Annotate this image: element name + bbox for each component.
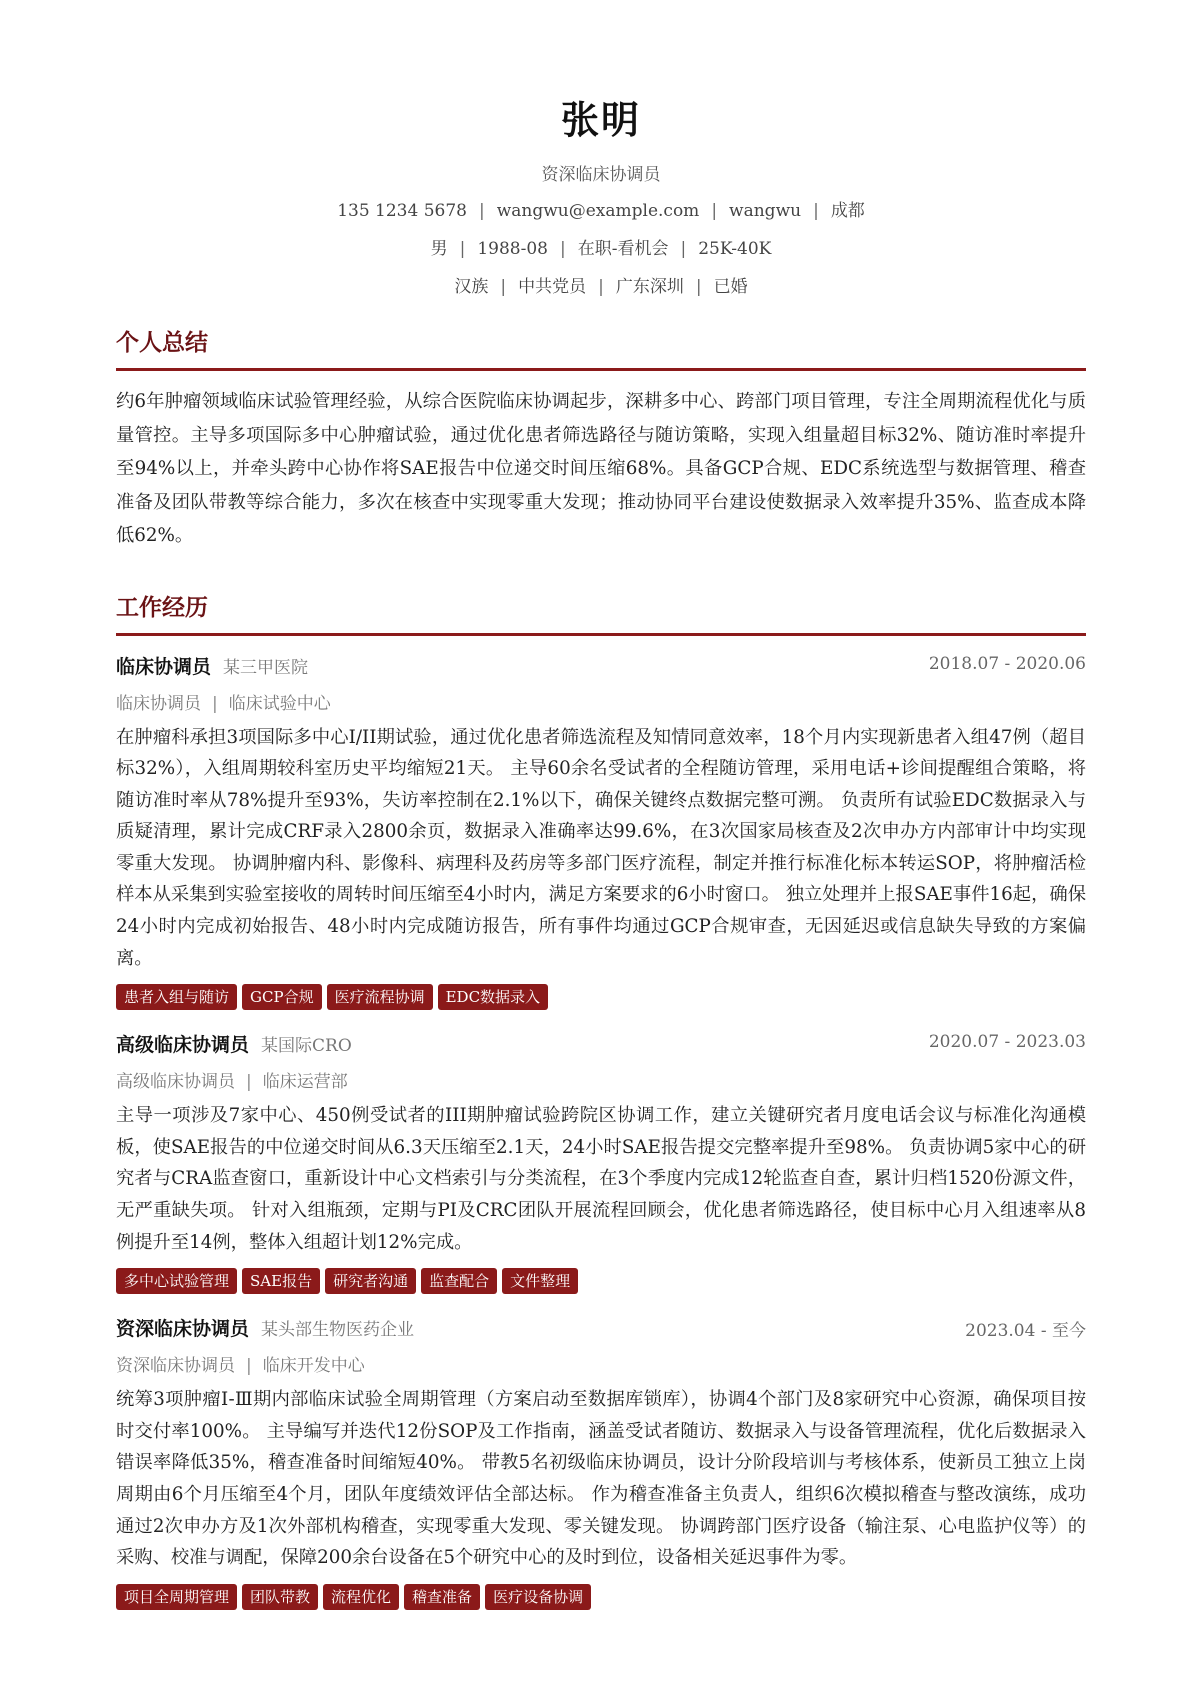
- separator: |: [598, 277, 604, 297]
- separator: |: [695, 277, 702, 297]
- phone-number: 135 1234 5678: [337, 201, 467, 221]
- job-role: 临床协调员: [116, 693, 201, 714]
- personal-line: [116, 230, 1086, 268]
- separator: |: [212, 693, 218, 714]
- skill-tags: [116, 984, 1086, 1014]
- candidate-title: 资深临床协调员: [541, 165, 661, 185]
- job-meta: [116, 1348, 1086, 1384]
- experience-section-header: [116, 585, 1086, 636]
- resume-page: [116, 0, 1086, 1614]
- separator: |: [500, 277, 507, 297]
- gender: 男: [430, 239, 448, 259]
- job-role: 资深临床协调员: [116, 1356, 235, 1377]
- job-department: 临床试验中心: [228, 693, 331, 714]
- job-description: 主导一项涉及7家中心、450例受试者的III期肿瘤试验跨院区协调工作，建立关键研究者月度电话会议与标准化沟通模板，使SAE报告的中位递交时间从6.3天压缩至2.1天，24小时SAE报告提交完整率提升至98%。 负责协调5家中心的研究者与CRA监查窗口，重新设计中心文档索引与分类流程，在3个季度内完成12轮监查自查，累计归档1520份源文件，无严重缺失项。 针对入组瓶颈，定期与PI及CRC团队开展流程回顾会，优化患者筛选路径，使目标中心月入组速率从8例提升至14例，整体入组超计划12%完成。: [116, 1105, 1086, 1253]
- company-name: 某三甲医院: [223, 657, 309, 678]
- skill-tag: 稽查准备: [404, 1584, 480, 1610]
- separator: |: [478, 201, 485, 221]
- expected-salary: 25K-40K: [698, 239, 772, 259]
- job-title: 高级临床协调员: [116, 1034, 250, 1057]
- skill-tags: [116, 1584, 1086, 1614]
- job-header: [116, 1030, 1086, 1064]
- job-title: 临床协调员: [116, 655, 212, 678]
- skill-tag: 研究者沟通: [325, 1268, 416, 1294]
- job-meta: [116, 686, 1086, 722]
- skill-tag: 流程优化: [323, 1584, 399, 1610]
- skill-tag: 文件整理: [502, 1268, 578, 1294]
- city: 成都: [830, 201, 865, 221]
- contact-line: [116, 192, 1086, 230]
- wechat-id: wangwu: [729, 201, 802, 221]
- job-date-range: 2023.04 - 至今: [965, 1321, 1086, 1342]
- separator: |: [459, 239, 466, 259]
- email-address: wangwu@example.com: [496, 201, 700, 221]
- ethnicity: 汉族: [454, 277, 489, 297]
- job-entry: [116, 1030, 1086, 1298]
- job-title: 资深临床协调员: [116, 1318, 250, 1341]
- job-role: 高级临床协调员: [116, 1072, 235, 1093]
- job-description: 在肿瘤科承担3项国际多中心I/II期试验，通过优化患者筛选流程及知情同意效率，18个月内实现新患者入组47例（超目标32%），入组周期较科室历史平均缩短21天。 主导60余名受试者的全程随访管理，采用电话+诊间提醒组合策略，将随访准时率从78%提升至93%，失访率控制在2.1%以下，确保关键终点数据完整可溯。 负责所有试验EDC数据录入与质疑清理，累计完成CRF录入2800余页，数据录入准确率达99.6%，在3次国家局核查及2次申办方内部审计中均实现零重大发现。 协调肿瘤内科、影像科、病理科及药房等多部门医疗流程，制定并推行标准化标本转运SOP，将肿瘤活检样本从采集到实验室接收的周转时间压缩至4小时内，满足方案要求的6小时窗口。 独立处理并上报SAE事件16起，确保24小时内完成初始报告、48小时内完成随访报告，所有事件均通过GCP合规审查，无因延迟或信息缺失导致的方案偏离。: [116, 726, 1086, 969]
- job-status: 在职-看机会: [577, 239, 669, 259]
- job-entry: [116, 652, 1086, 1015]
- job-description: 统筹3项肿瘤Ⅰ-Ⅲ期内部临床试验全周期管理（方案启动至数据库锁库），协调4个部门及8家研究中心资源，确保项目按时交付率100%。 主导编写并迭代12份SOP及工作指南，涵盖受试者随访、数据录入与设备管理流程，优化后数据录入错误率降低35%，稽查准备时间缩短40%。 带教5名初级临床协调员，设计分阶段培训与考核体系，使新员工独立上岗周期由6个月压缩至4个月，团队年度绩效评估全部达标。 作为稽查准备主负责人，组织6次模拟稽查与整改演练，成功通过2次申办方及1次外部机构稽查，实现零重大发现、零关键发现。 协调跨部门医疗设备（输注泵、心电监护仪等）的采购、校准与调配，保障200余台设备在5个研究中心的及时到位，设备相关延迟事件为零。: [116, 1389, 1086, 1569]
- skill-tag: EDC数据录入: [438, 984, 548, 1010]
- separator: |: [246, 1072, 252, 1093]
- skill-tag: 监查配合: [421, 1268, 497, 1294]
- separator: |: [246, 1356, 252, 1377]
- skill-tag: 项目全周期管理: [116, 1584, 237, 1610]
- job-date-range: 2020.07 - 2023.03: [928, 1032, 1086, 1053]
- section-title-summary: 个人总结: [116, 329, 208, 356]
- separator: |: [680, 239, 687, 259]
- separator: |: [813, 201, 819, 221]
- company-name: 某国际CRO: [261, 1036, 352, 1057]
- separator: |: [559, 239, 566, 259]
- skill-tag: 医疗设备协调: [485, 1584, 591, 1610]
- marital-status: 已婚: [713, 277, 748, 297]
- job-department: 临床开发中心: [262, 1356, 365, 1377]
- job-department: 临床运营部: [262, 1072, 348, 1093]
- candidate-name: 张明: [560, 97, 641, 142]
- skill-tag: 患者入组与随访: [116, 984, 237, 1010]
- extra-info-line: [116, 268, 1086, 306]
- skill-tags: [116, 1268, 1086, 1298]
- skill-tag: 多中心试验管理: [116, 1268, 237, 1294]
- skill-tag: 团队带教: [242, 1584, 318, 1610]
- skill-tag: SAE报告: [242, 1268, 320, 1294]
- political-status: 中共党员: [518, 277, 587, 297]
- job-header: [116, 652, 1086, 686]
- company-name: 某头部生物医药企业: [261, 1320, 415, 1341]
- resume-header: [116, 0, 1086, 306]
- job-entry: [116, 1314, 1086, 1614]
- hometown: 广东深圳: [615, 277, 684, 297]
- separator: |: [711, 201, 718, 221]
- job-header: [116, 1314, 1086, 1348]
- job-meta: [116, 1064, 1086, 1100]
- skill-tag: GCP合规: [242, 984, 322, 1010]
- section-title-experience: 工作经历: [116, 593, 208, 621]
- skill-tag: 医疗流程协调: [327, 984, 433, 1010]
- summary-text: 约6年肿瘤领域临床试验管理经验，从综合医院临床协调起步，深耕多中心、跨部门项目管理，专注全周期流程优化与质量管控。主导多项国际多中心肿瘤试验，通过优化患者筛选路径与随访策略，实现入组量超目标32%、随访准时率提升至94%以上，并牵头跨中心协作将SAE报告中位递交时间压缩68%。具备GCP合规、EDC系统选型与数据管理、稽查准备及团队带教等综合能力，多次在核查中实现零重大发现；推动协同平台建设使数据录入效率提升35%、监查成本降低62%。: [116, 391, 1086, 546]
- summary-section-header: [116, 320, 1086, 371]
- job-date-range: 2018.07 - 2020.06: [928, 653, 1086, 674]
- birth-date: 1988-08: [477, 239, 548, 259]
